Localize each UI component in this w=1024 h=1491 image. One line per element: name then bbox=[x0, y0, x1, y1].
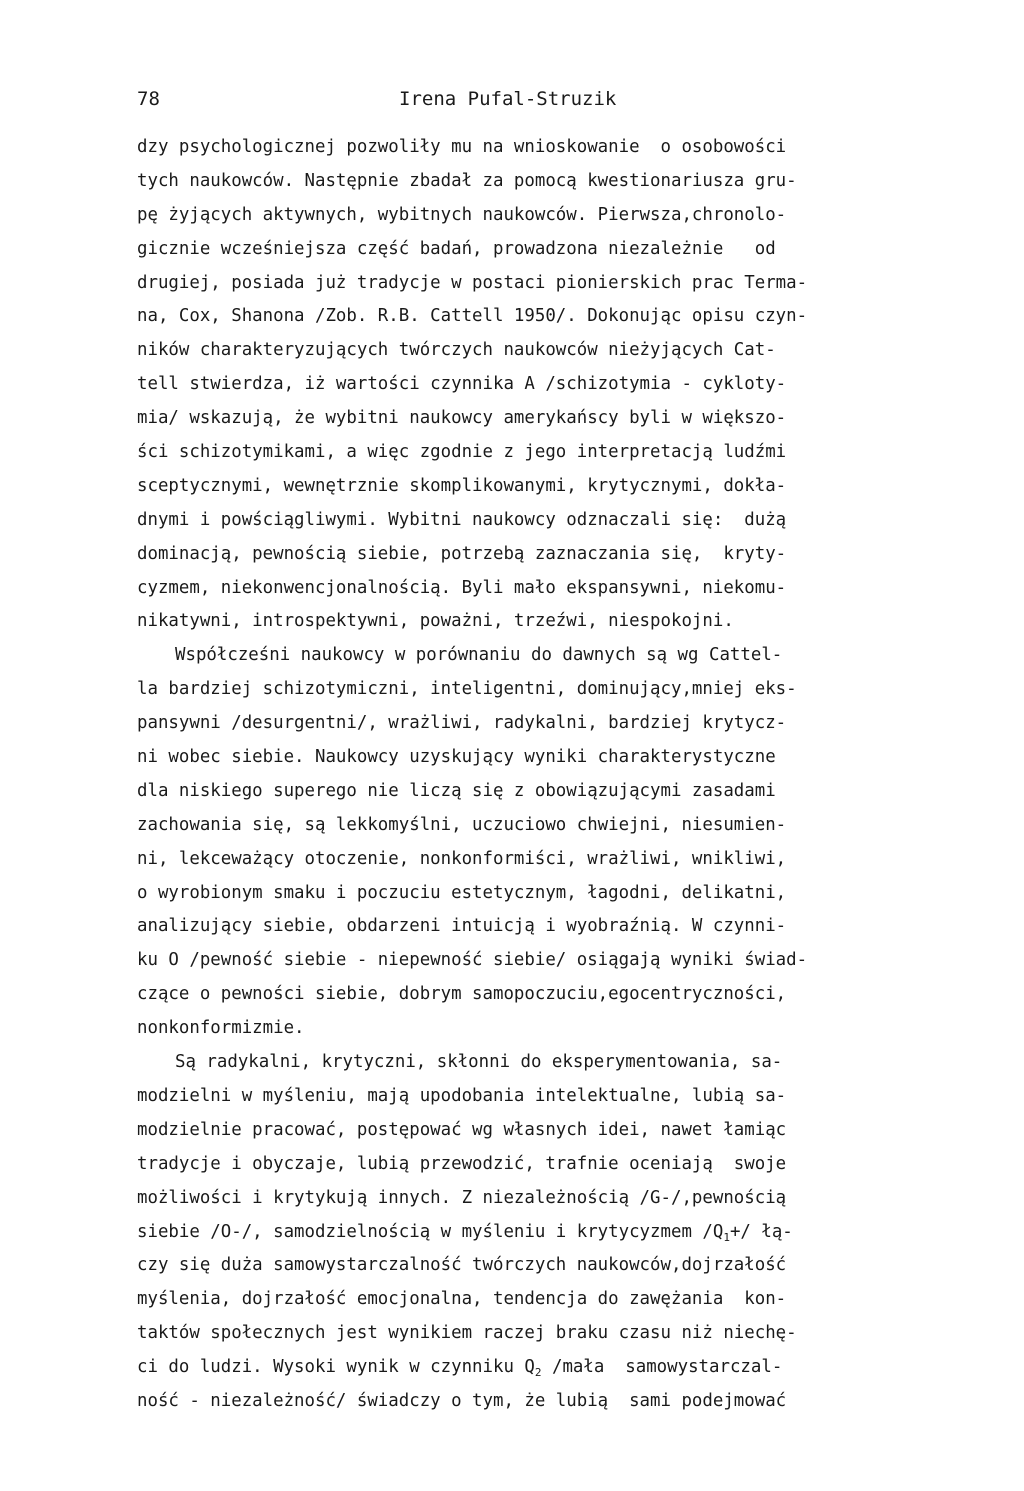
text-line: czy się duża samowystarczalność twórczych naukowców,dojrzałość bbox=[137, 1255, 787, 1276]
text-line: czące o pewności siebie, dobrym samopoczuciu,egocentryczności, bbox=[137, 984, 787, 1005]
text-line: modzielni w myśleniu, mają upodobania intelektualne, lubią sa- bbox=[137, 1085, 787, 1106]
text-line: dominacją, pewnością siebie, potrzebą zaznaczania się, kryty- bbox=[137, 543, 787, 564]
text-line: o wyrobionym smaku i poczuciu estetycznym, łagodni, delikatni, bbox=[137, 882, 787, 903]
text-line: możliwości i krytykują innych. Z niezależnością /G-/,pewnością bbox=[137, 1187, 787, 1208]
text-line: nikatywni, introspektywni, poważni, trzeźwi, niespokojni. bbox=[137, 611, 734, 632]
text-line: gicznie wcześniejsza część badań, prowadzona niezależnie od bbox=[137, 238, 776, 259]
text-line: ność - niezależność/ świadczy o tym, że lubią sami podejmować bbox=[137, 1390, 787, 1411]
text-line: modzielnie pracować, postępować wg własnych idei, nawet łamiąc bbox=[137, 1119, 787, 1140]
running-head: Irena Pufal-Struzik bbox=[399, 88, 617, 110]
text-line: na, Cox, Shanona /Zob. R.B. Cattell 1950/. Dokonując opisu czyn- bbox=[137, 306, 808, 327]
text-line: pansywni /desurgentni/, wrażliwi, radykalni, bardziej krytycz- bbox=[137, 713, 787, 734]
page-number: 78 bbox=[137, 88, 160, 110]
text-line: cyzmem, niekonwencjonalnością. Byli mało ekspansywni, niekomu- bbox=[137, 577, 787, 598]
text-segment: ci do ludzi. Wysoki wynik w czynniku Q bbox=[137, 1357, 535, 1378]
subscript: 2 bbox=[534, 1366, 542, 1380]
text-segment: +/ łą- bbox=[729, 1221, 793, 1242]
body-text bbox=[137, 131, 967, 1419]
text-line bbox=[137, 1216, 967, 1250]
text-line: Są radykalni, krytyczni, skłonni do eksperymentowania, sa- bbox=[175, 1052, 783, 1073]
text-line: ni wobec siebie. Naukowcy uzyskujący wyniki charakterystyczne bbox=[137, 747, 776, 768]
text-line: drugiej, posiada już tradycje w postaci pionierskich prac Terma- bbox=[137, 272, 808, 293]
text-line bbox=[137, 1351, 967, 1385]
text-line: nonkonformizmie. bbox=[137, 1018, 305, 1039]
text-line: zachowania się, są lekkomyślni, uczuciowo chwiejni, niesumien- bbox=[137, 814, 787, 835]
text-line: tradycje i obyczaje, lubią przewodzić, trafnie oceniają swoje bbox=[137, 1153, 787, 1174]
text-line: pę żyjących aktywnych, wybitnych naukowców. Pierwsza,chronolo- bbox=[137, 204, 787, 225]
text-line: tych naukowców. Następnie zbadał za pomocą kwestionariusza gru- bbox=[137, 170, 797, 191]
text-line: la bardziej schizotymiczni, inteligentni, dominujący,mniej eks- bbox=[137, 679, 797, 700]
page-header bbox=[137, 88, 967, 118]
text-line: mia/ wskazują, że wybitni naukowcy amerykańscy byli w większo- bbox=[137, 408, 787, 429]
text-segment: siebie /O-/, samodzielnością w myśleniu i krytycyzmem /Q bbox=[137, 1221, 724, 1242]
text-line: dzy psychologicznej pozwoliły mu na wnioskowanie o osobowości bbox=[137, 137, 787, 157]
text-line: myślenia, dojrzałość emocjonalna, tendencja do zawężania kon- bbox=[137, 1289, 787, 1310]
subscript: 1 bbox=[723, 1230, 730, 1244]
text-line: analizujący siebie, obdarzeni intuicją i wyobraźnią. W czynni- bbox=[137, 916, 787, 937]
text-line: sceptycznymi, wewnętrznie skomplikowanymi, krytycznymi, dokła- bbox=[137, 475, 787, 496]
text-line: ści schizotymikami, a więc zgodnie z jego interpretacją ludźmi bbox=[137, 442, 787, 463]
text-line: taktów społecznych jest wynikiem raczej braku czasu niż niechę- bbox=[137, 1323, 797, 1344]
text-line: ku O /pewność siebie - niepewność siebie/ osiągają wyniki świad- bbox=[137, 950, 808, 971]
text-line: ników charakteryzujących twórczych naukowców nieżyjących Cat- bbox=[137, 340, 776, 361]
text-line: dla niskiego superego nie liczą się z obowiązującymi zasadami bbox=[137, 780, 776, 801]
text-line: Współcześni naukowcy w porównaniu do dawnych są wg Cattel- bbox=[175, 645, 783, 666]
text-line: dnymi i powściągliwymi. Wybitni naukowcy odznaczali się: dużą bbox=[137, 509, 787, 530]
text-line: tell stwierdza, iż wartości czynnika A /schizotymia - cykloty- bbox=[137, 374, 787, 395]
text-segment: /mała samowystarczal- bbox=[541, 1357, 783, 1378]
text-line: ni, lekceważący otoczenie, nonkonformiści, wrażliwi, wnikliwi, bbox=[137, 848, 787, 869]
